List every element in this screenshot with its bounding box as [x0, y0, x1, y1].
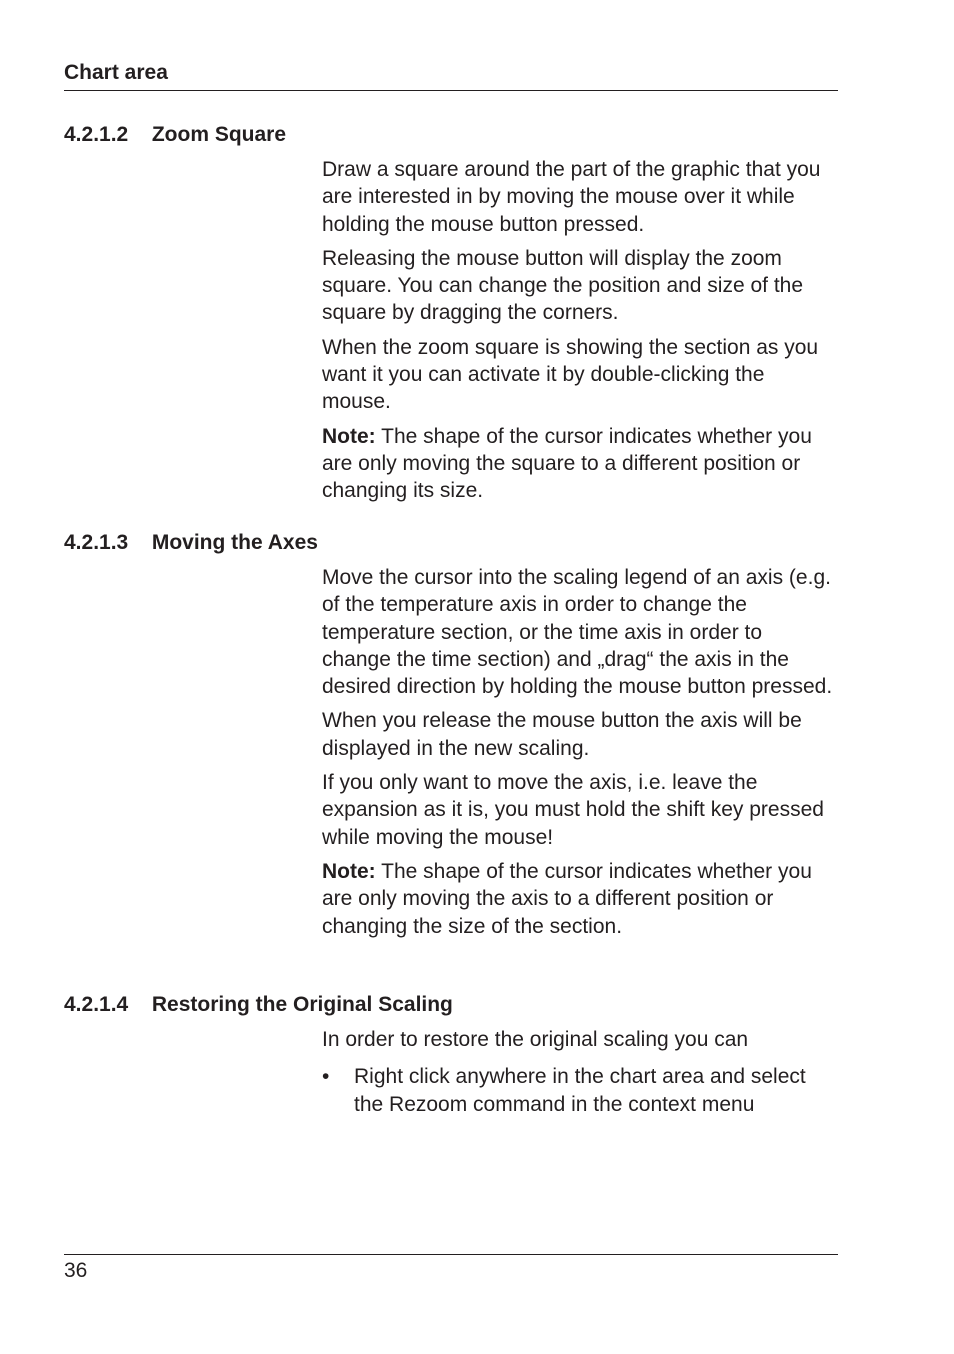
paragraph: Draw a square around the part of the graphic that you are interested in by moving the mouse over it while holding the mouse button pressed. — [322, 158, 821, 236]
note-paragraph — [322, 423, 834, 505]
section-number: 4.2.1.3 — [64, 531, 129, 554]
note-text: The shape of the cursor indicates whether you are only moving the axis to a different position or changing the size of the section. — [322, 859, 812, 938]
note-paragraph — [322, 858, 834, 940]
paragraph: In order to restore the original scaling you can — [322, 1028, 749, 1051]
running-header: Chart area — [64, 60, 838, 91]
section-body-moving-axes — [322, 564, 834, 947]
paragraph: Move the cursor into the scaling legend of an axis (e.g. of the temperature axis in order to change the temperature section, or the time axis in order to change the time section) and „drag“ the axis in the desired direction by holding the mouse button pressed. — [322, 566, 833, 699]
section-title: Zoom Square — [151, 123, 287, 146]
list-item-text: Right click anywhere in the chart area and select the Rezoom command in the context menu — [354, 1065, 806, 1116]
page-number: 36 — [64, 1259, 88, 1282]
section-number: 4.2.1.4 — [64, 993, 129, 1016]
section-number: 4.2.1.2 — [64, 123, 129, 146]
footer-rule — [64, 1254, 838, 1255]
note-label: Note: — [322, 859, 376, 883]
paragraph: When the zoom square is showing the section as you want it you can activate it by double-clicking the mouse. — [322, 335, 819, 414]
paragraph: When you release the mouse button the axis will be displayed in the new scaling. — [322, 709, 802, 760]
section-heading-moving-axes — [64, 530, 318, 556]
section-heading-zoom-square — [64, 122, 286, 148]
section-title: Restoring the Original Scaling — [151, 993, 453, 1016]
list-item — [322, 1063, 834, 1118]
bullet-marker: • — [322, 1065, 330, 1089]
section-body-zoom-square — [322, 156, 834, 512]
note-label: Note: — [322, 424, 376, 448]
section-heading-restoring-scaling — [64, 992, 453, 1018]
note-text: The shape of the cursor indicates whether you are only moving the square to a different position or changing its size. — [322, 424, 812, 503]
section-title: Moving the Axes — [151, 531, 318, 554]
section-body-restoring-scaling — [322, 1026, 834, 1118]
paragraph: If you only want to move the axis, i.e. leave the expansion as it is, you must hold the shift key pressed while moving the mouse! — [322, 771, 824, 849]
paragraph: Releasing the mouse button will display the zoom square. You can change the position and size of the square by dragging the corners. — [322, 246, 804, 325]
